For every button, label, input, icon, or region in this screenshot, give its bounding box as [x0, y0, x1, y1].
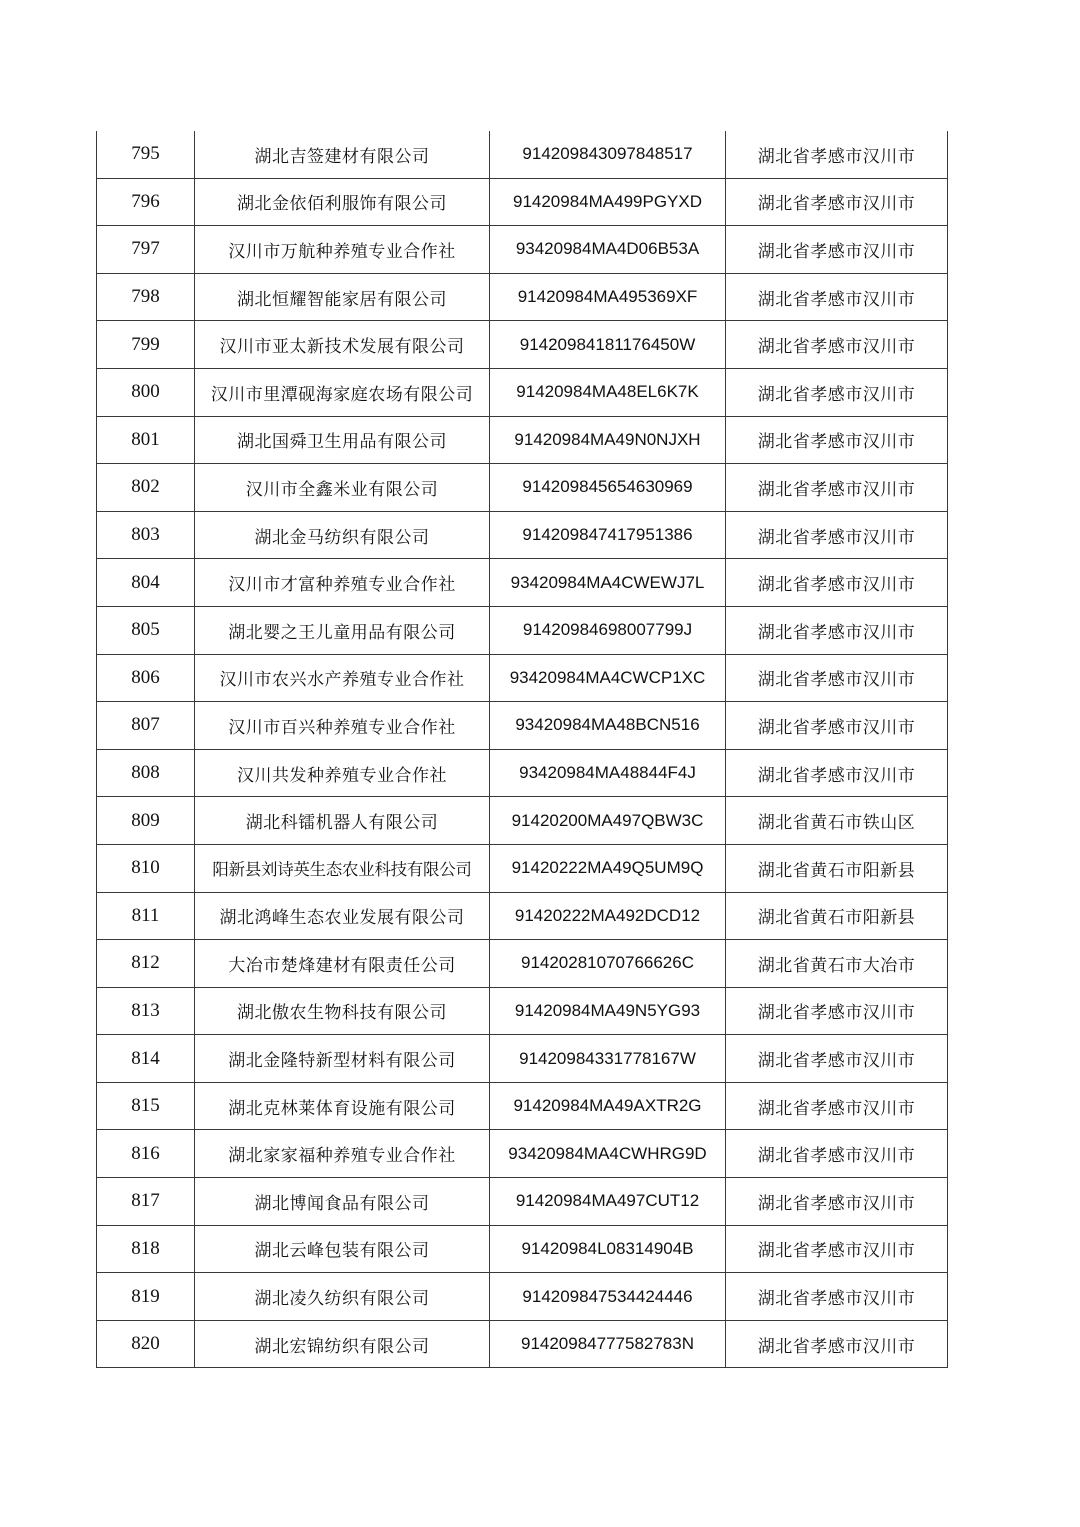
company-address: 湖北省孝感市汉川市: [726, 1225, 948, 1273]
credit-code: 914209847534424446: [490, 1273, 726, 1321]
company-address: 湖北省孝感市汉川市: [726, 606, 948, 654]
credit-code: 91420281070766626C: [490, 940, 726, 988]
company-name: 湖北鸿峰生态农业发展有限公司: [195, 892, 490, 940]
company-name: 汉川市里潭砚海家庭农场有限公司: [195, 368, 490, 416]
table-row: [97, 844, 948, 892]
row-number: 820: [97, 1320, 195, 1368]
row-number: 800: [97, 368, 195, 416]
table-row: [97, 606, 948, 654]
company-address: 湖北省孝感市汉川市: [726, 702, 948, 750]
table-row: [97, 749, 948, 797]
row-number: 811: [97, 892, 195, 940]
table-row: [97, 892, 948, 940]
credit-code: 91420984777582783N: [490, 1320, 726, 1368]
table-row: [97, 368, 948, 416]
table-row: [97, 1225, 948, 1273]
row-number: 814: [97, 1035, 195, 1083]
company-name: 湖北国舜卫生用品有限公司: [195, 416, 490, 464]
company-name: 湖北凌久纺织有限公司: [195, 1273, 490, 1321]
table-row: [97, 321, 948, 369]
company-name: 湖北金依佰利服饰有限公司: [195, 178, 490, 226]
table-row: [97, 511, 948, 559]
company-address: 湖北省孝感市汉川市: [726, 987, 948, 1035]
company-address: 湖北省孝感市汉川市: [726, 511, 948, 559]
company-address: 湖北省黄石市阳新县: [726, 892, 948, 940]
company-name: 湖北克林莱体育设施有限公司: [195, 1082, 490, 1130]
row-number: 815: [97, 1082, 195, 1130]
credit-code: 91420984MA49AXTR2G: [490, 1082, 726, 1130]
row-number: 804: [97, 559, 195, 607]
company-name: 阳新县刘诗英生态农业科技有限公司: [195, 844, 490, 892]
company-name: 汉川市才富种养殖专业合作社: [195, 559, 490, 607]
credit-code: 91420984MA495369XF: [490, 273, 726, 321]
company-address: 湖北省孝感市汉川市: [726, 654, 948, 702]
table-row: [97, 131, 948, 178]
credit-code: 91420984MA48EL6K7K: [490, 368, 726, 416]
company-name: 汉川共发种养殖专业合作社: [195, 749, 490, 797]
credit-code: 93420984MA48844F4J: [490, 749, 726, 797]
table-row: [97, 1178, 948, 1226]
company-address: 湖北省黄石市阳新县: [726, 844, 948, 892]
row-number: 802: [97, 464, 195, 512]
row-number: 816: [97, 1130, 195, 1178]
company-address: 湖北省孝感市汉川市: [726, 1320, 948, 1368]
row-number: 798: [97, 273, 195, 321]
row-number: 817: [97, 1178, 195, 1226]
row-number: 803: [97, 511, 195, 559]
credit-code: 93420984MA4CWEWJ7L: [490, 559, 726, 607]
table-row: [97, 416, 948, 464]
company-name: 汉川市万航种养殖专业合作社: [195, 226, 490, 274]
credit-code: 93420984MA4D06B53A: [490, 226, 726, 274]
company-address: 湖北省孝感市汉川市: [726, 559, 948, 607]
credit-code: 91420984L08314904B: [490, 1225, 726, 1273]
credit-code: 91420222MA49Q5UM9Q: [490, 844, 726, 892]
table-row: [97, 226, 948, 274]
company-name: 湖北金隆特新型材料有限公司: [195, 1035, 490, 1083]
table-row: [97, 1130, 948, 1178]
company-address: 湖北省孝感市汉川市: [726, 1273, 948, 1321]
company-address: 湖北省孝感市汉川市: [726, 464, 948, 512]
company-name: 湖北博闻食品有限公司: [195, 1178, 490, 1226]
credit-code: 91420984MA49N5YG93: [490, 987, 726, 1035]
row-number: 801: [97, 416, 195, 464]
row-number: 810: [97, 844, 195, 892]
company-name: 湖北傲农生物科技有限公司: [195, 987, 490, 1035]
company-address: 湖北省孝感市汉川市: [726, 131, 948, 178]
company-address: 湖北省孝感市汉川市: [726, 1035, 948, 1083]
credit-code: 91420222MA492DCD12: [490, 892, 726, 940]
company-address: 湖北省孝感市汉川市: [726, 178, 948, 226]
table-row: [97, 940, 948, 988]
company-list-table: [96, 131, 948, 1368]
company-name: 大冶市楚烽建材有限责任公司: [195, 940, 490, 988]
company-address: 湖北省孝感市汉川市: [726, 1178, 948, 1226]
company-address: 湖北省孝感市汉川市: [726, 368, 948, 416]
company-name: 汉川市亚太新技术发展有限公司: [195, 321, 490, 369]
row-number: 806: [97, 654, 195, 702]
table-row: [97, 797, 948, 845]
table-body: [97, 131, 948, 1368]
company-address: 湖北省孝感市汉川市: [726, 273, 948, 321]
credit-code: 91420984MA499PGYXD: [490, 178, 726, 226]
table-row: [97, 1320, 948, 1368]
table-row: [97, 1273, 948, 1321]
company-name: 湖北吉签建材有限公司: [195, 131, 490, 178]
table-row: [97, 654, 948, 702]
company-name: 湖北家家福种养殖专业合作社: [195, 1130, 490, 1178]
row-number: 819: [97, 1273, 195, 1321]
credit-code: 91420984698007799J: [490, 606, 726, 654]
row-number: 807: [97, 702, 195, 750]
table-row: [97, 1082, 948, 1130]
credit-code: 93420984MA48BCN516: [490, 702, 726, 750]
credit-code: 91420984331778167W: [490, 1035, 726, 1083]
credit-code: 93420984MA4CWCP1XC: [490, 654, 726, 702]
row-number: 805: [97, 606, 195, 654]
company-address: 湖北省黄石市铁山区: [726, 797, 948, 845]
row-number: 812: [97, 940, 195, 988]
company-address: 湖北省孝感市汉川市: [726, 749, 948, 797]
row-number: 795: [97, 131, 195, 178]
company-address: 湖北省孝感市汉川市: [726, 416, 948, 464]
credit-code: 91420984MA497CUT12: [490, 1178, 726, 1226]
company-address: 湖北省孝感市汉川市: [726, 1130, 948, 1178]
company-address: 湖北省孝感市汉川市: [726, 226, 948, 274]
table-row: [97, 1035, 948, 1083]
row-number: 796: [97, 178, 195, 226]
table-row: [97, 273, 948, 321]
company-address: 湖北省孝感市汉川市: [726, 1082, 948, 1130]
table-row: [97, 987, 948, 1035]
company-name: 汉川市农兴水产养殖专业合作社: [195, 654, 490, 702]
company-name: 湖北云峰包装有限公司: [195, 1225, 490, 1273]
row-number: 809: [97, 797, 195, 845]
table-row: [97, 559, 948, 607]
row-number: 818: [97, 1225, 195, 1273]
credit-code: 91420984MA49N0NJXH: [490, 416, 726, 464]
row-number: 813: [97, 987, 195, 1035]
credit-code: 91420984181176450W: [490, 321, 726, 369]
table-row: [97, 464, 948, 512]
company-name: 湖北宏锦纺织有限公司: [195, 1320, 490, 1368]
credit-code: 914209843097848517: [490, 131, 726, 178]
company-name: 汉川市百兴种养殖专业合作社: [195, 702, 490, 750]
table-row: [97, 178, 948, 226]
table-row: [97, 702, 948, 750]
row-number: 799: [97, 321, 195, 369]
company-address: 湖北省孝感市汉川市: [726, 321, 948, 369]
company-name: 湖北婴之王儿童用品有限公司: [195, 606, 490, 654]
row-number: 797: [97, 226, 195, 274]
company-name: 湖北金马纺织有限公司: [195, 511, 490, 559]
credit-code: 914209845654630969: [490, 464, 726, 512]
credit-code: 91420200MA497QBW3C: [490, 797, 726, 845]
credit-code: 914209847417951386: [490, 511, 726, 559]
row-number: 808: [97, 749, 195, 797]
company-name: 汉川市全鑫米业有限公司: [195, 464, 490, 512]
company-name: 湖北恒耀智能家居有限公司: [195, 273, 490, 321]
credit-code: 93420984MA4CWHRG9D: [490, 1130, 726, 1178]
company-name: 湖北科镭机器人有限公司: [195, 797, 490, 845]
company-address: 湖北省黄石市大冶市: [726, 940, 948, 988]
